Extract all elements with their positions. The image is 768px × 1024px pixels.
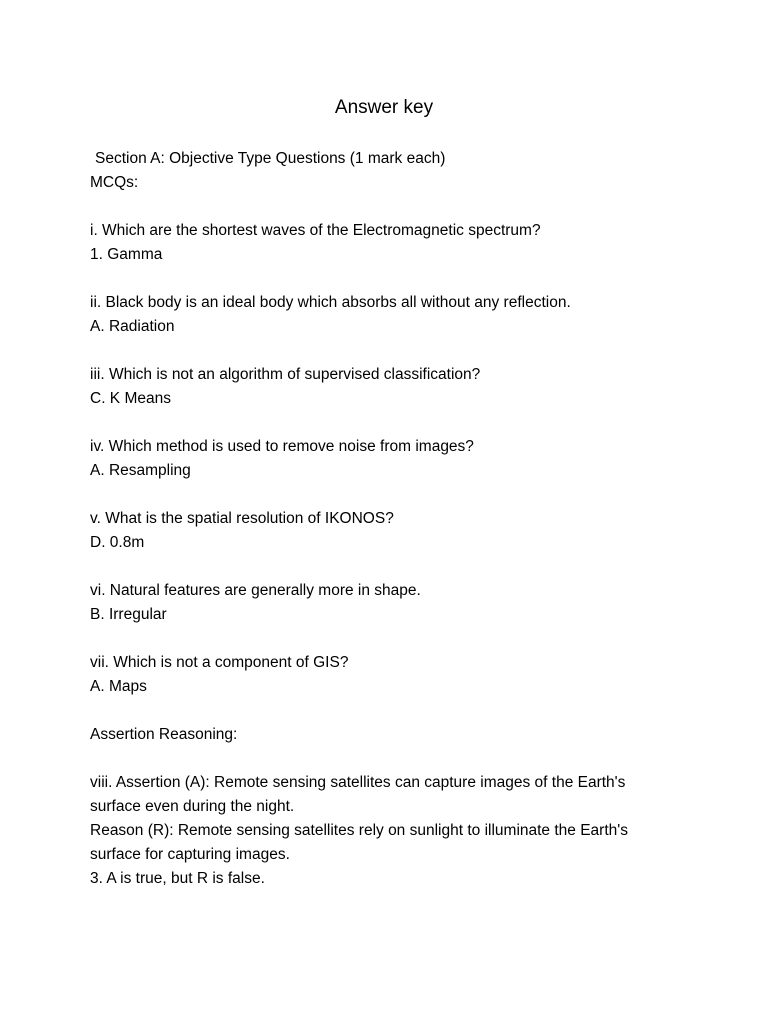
mcq-question: ii. Black body is an ideal body which absorbs all without any reflection. — [90, 294, 571, 311]
mcq-answer: A. Radiation — [90, 318, 175, 335]
section-heading: Section A: Objective Type Questions (1 mark each) — [95, 150, 446, 167]
mcq-answer: D. 0.8m — [90, 534, 145, 551]
mcq-question: v. What is the spatial resolution of IKONOS? — [90, 510, 394, 527]
mcq-question: iii. Which is not an algorithm of supervised classification? — [90, 366, 481, 383]
mcq-answer: A. Resampling — [90, 462, 191, 479]
document-title: Answer key — [334, 97, 434, 118]
assertion-answer: 3. A is true, but R is false. — [90, 870, 265, 887]
mcq-question: vii. Which is not a component of GIS? — [90, 654, 349, 671]
spacer — [90, 339, 690, 363]
spacer — [90, 747, 690, 771]
mcq-answer: 1. Gamma — [90, 246, 163, 263]
mcq-question: i. Which are the shortest waves of the Electromagnetic spectrum? — [90, 222, 541, 239]
spacer — [90, 483, 690, 507]
spacer — [90, 555, 690, 579]
mcq-question: vi. Natural features are generally more in shape. — [90, 582, 421, 599]
spacer — [90, 267, 690, 291]
spacer — [90, 411, 690, 435]
mcq-answer: B. Irregular — [90, 606, 167, 623]
assertion-text: viii. Assertion (A): Remote sensing satellites can capture images of the Earth's surface even during the night. — [90, 774, 626, 815]
mcq-answer: C. K Means — [90, 390, 171, 407]
mcq-heading: MCQs: — [90, 174, 139, 191]
assertion-heading: Assertion Reasoning: — [90, 726, 238, 743]
mcq-answer: A. Maps — [90, 678, 147, 695]
spacer — [90, 627, 690, 651]
reason-text: Reason (R): Remote sensing satellites rely on sunlight to illuminate the Earth's surface for capturing images. — [90, 822, 628, 863]
spacer — [90, 195, 690, 219]
spacer — [90, 699, 690, 723]
mcq-question: iv. Which method is used to remove noise from images? — [90, 438, 474, 455]
document-body — [90, 147, 690, 891]
